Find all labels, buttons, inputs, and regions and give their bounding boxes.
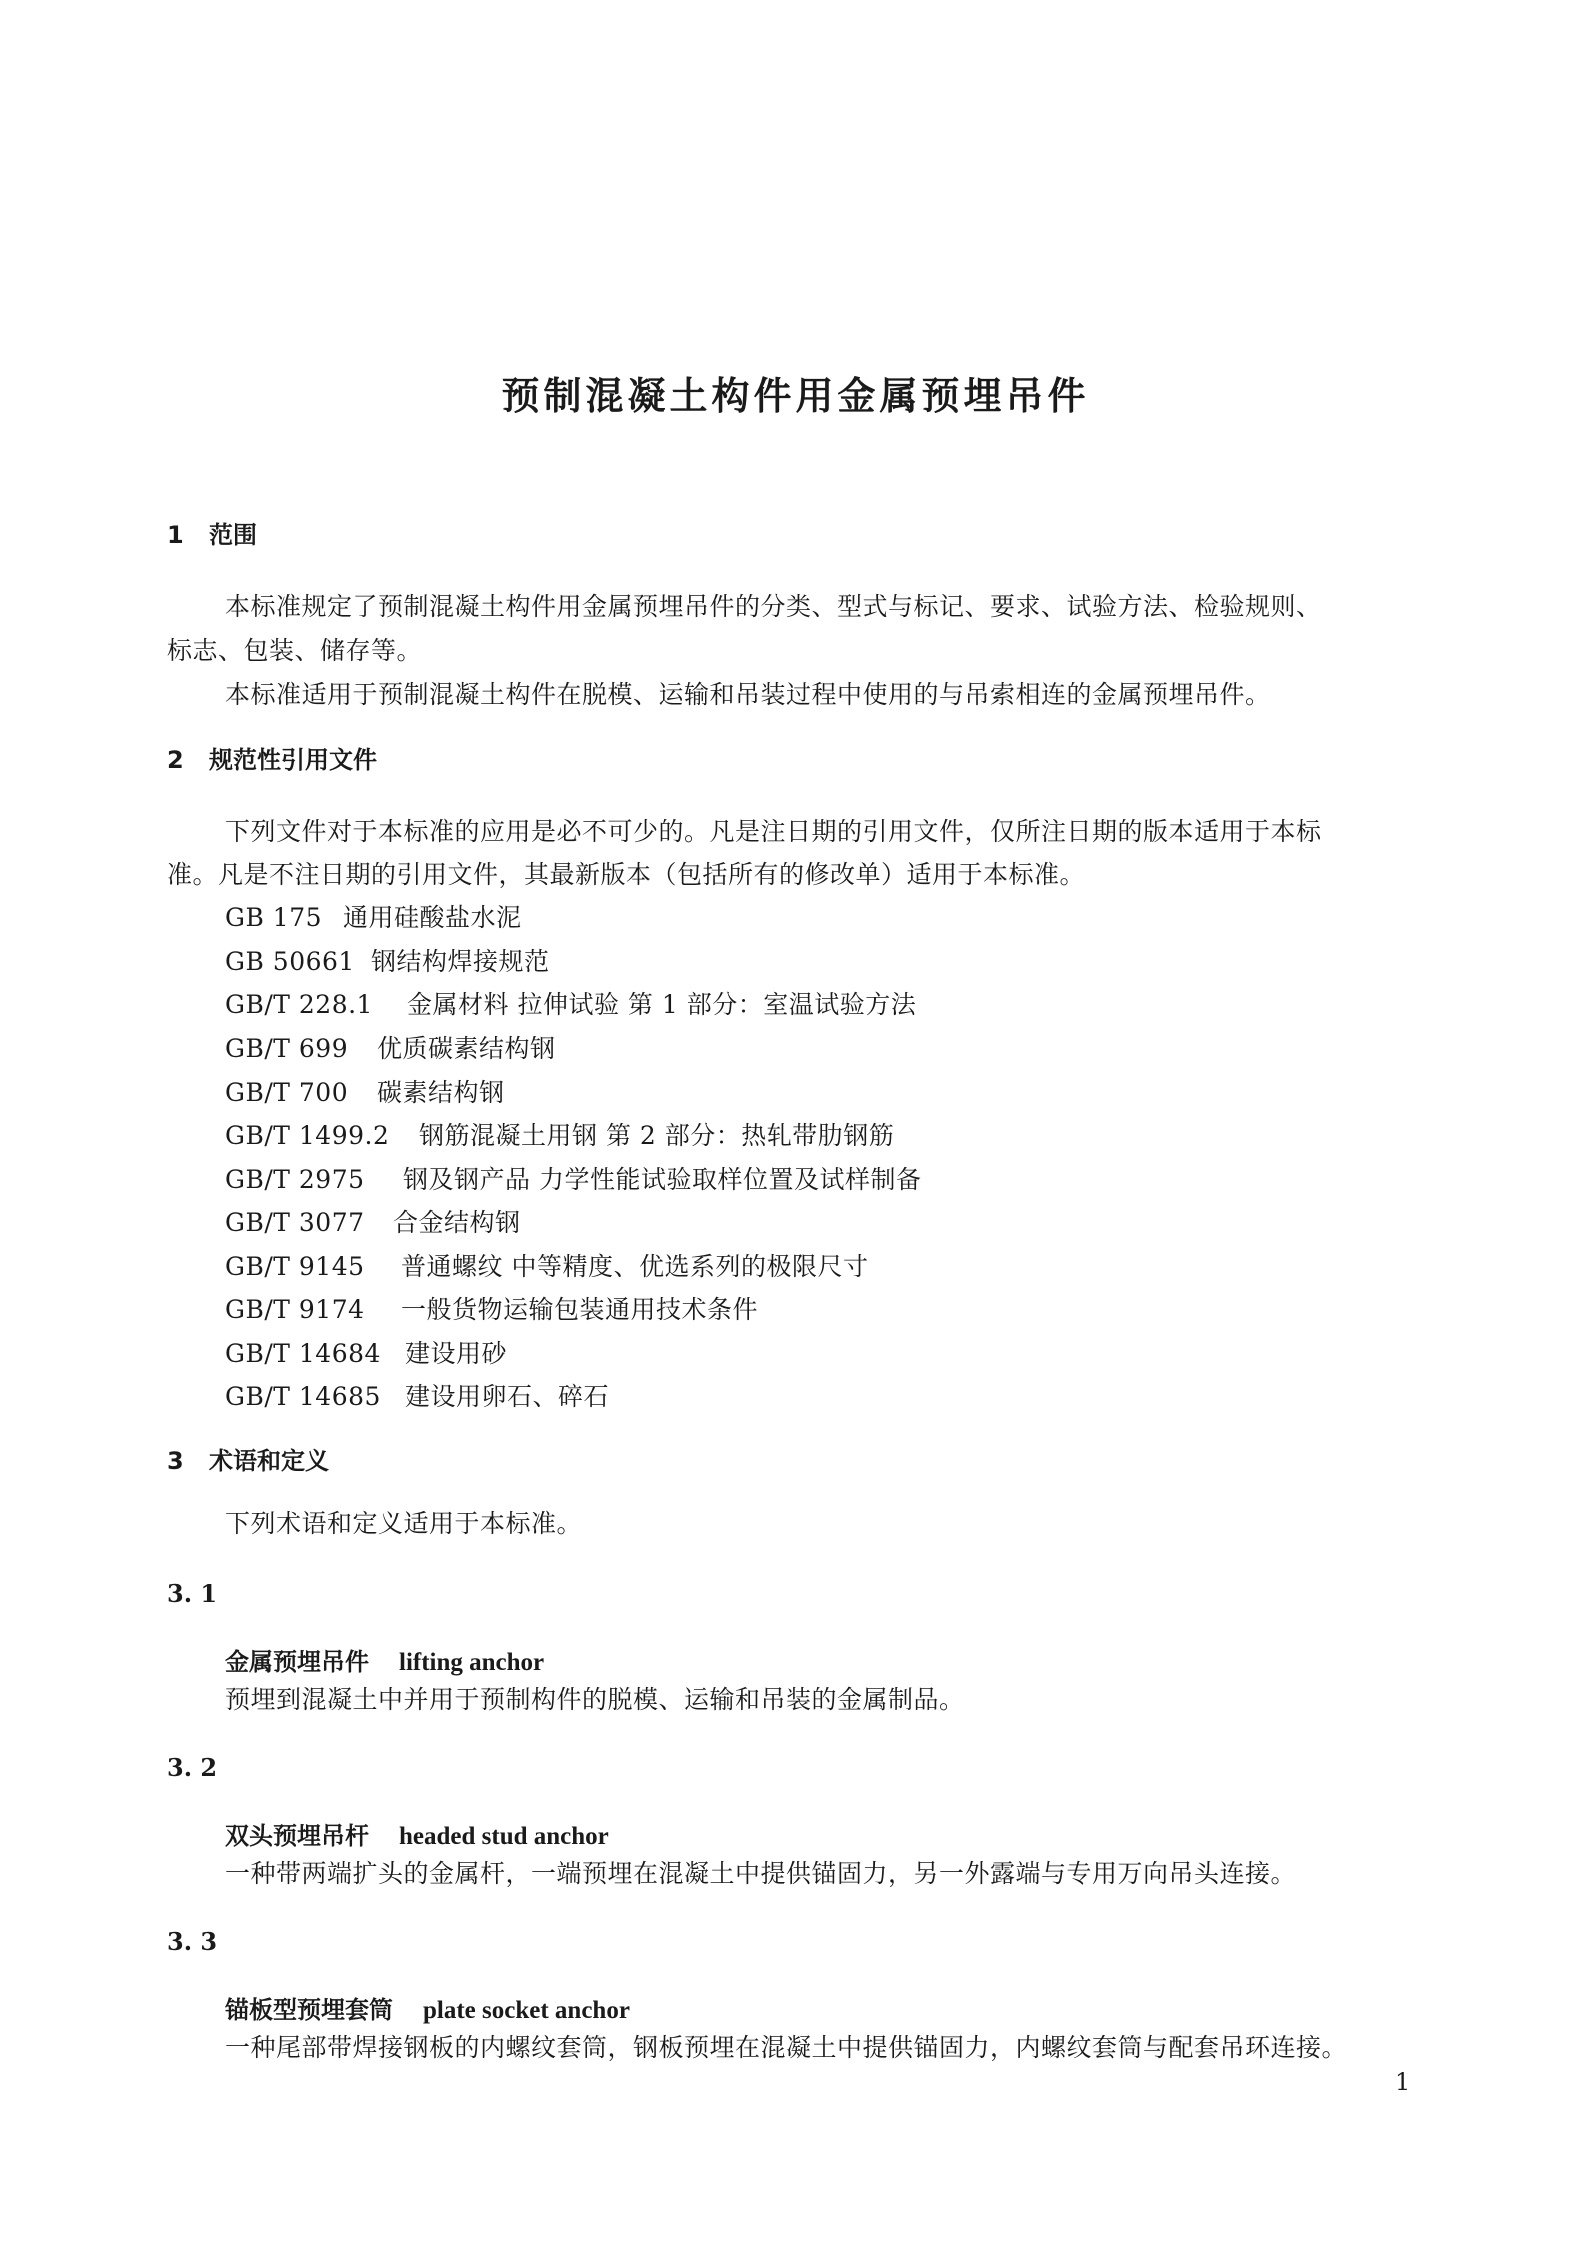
term-definition: 一种带两端扩头的金属杆，一端预埋在混凝土中提供锚固力，另一外露端与专用万向吊头连接。 (225, 1859, 1297, 1888)
reference-title: 优质碳素结构钢 (377, 1034, 556, 1063)
reference-title: 普通螺纹 中等精度、优选系列的极限尺寸 (401, 1252, 869, 1281)
reference-item (225, 1162, 921, 1198)
reference-item (225, 1075, 505, 1111)
reference-item (225, 944, 550, 980)
reference-item (225, 1379, 609, 1415)
reference-item (225, 1336, 507, 1372)
reference-item (225, 1205, 521, 1241)
term-heading (225, 1818, 609, 1855)
section-1-paragraph-2: 本标准适用于预制混凝土构件在脱模、运输和吊装过程中使用的与吊索相连的金属预埋吊件。 (225, 680, 1271, 709)
term-en: plate socket anchor (423, 1997, 630, 2024)
section-2-title: 规范性引用文件 (209, 746, 377, 774)
term-definition: 预埋到混凝土中并用于预制构件的脱模、运输和吊装的金属制品。 (225, 1685, 965, 1714)
section-3-intro: 下列术语和定义适用于本标准。 (225, 1509, 583, 1538)
term-definition: 一种尾部带焊接钢板的内螺纹套筒，钢板预埋在混凝土中提供锚固力，内螺纹套筒与配套吊环连接。 (225, 2033, 1348, 2062)
page-number: 1 (1395, 2068, 1411, 2096)
section-3-heading (167, 1443, 329, 1479)
reference-code: GB/T 9145 (225, 1252, 365, 1281)
section-2-intro-line-1: 下列文件对于本标准的应用是必不可少的。凡是注日期的引用文件，仅所注日期的版本适用于本标 (225, 817, 1322, 846)
reference-item (225, 1031, 556, 1067)
reference-title: 一般货物运输包装通用技术条件 (401, 1295, 759, 1324)
section-2-heading (167, 742, 377, 778)
term-zh: 双头预埋吊杆 (225, 1822, 369, 1850)
reference-title: 钢结构焊接规范 (371, 947, 550, 976)
reference-code: GB 50661 (225, 947, 355, 976)
reference-code: GB/T 699 (225, 1034, 349, 1063)
reference-code: GB 175 (225, 903, 323, 932)
section-1-title: 范围 (209, 521, 257, 549)
reference-item (225, 987, 916, 1023)
reference-code: GB/T 1499.2 (225, 1121, 390, 1150)
reference-code: GB/T 9174 (225, 1295, 365, 1324)
term-en: headed stud anchor (399, 1823, 609, 1850)
reference-title: 建设用卵石、碎石 (405, 1382, 610, 1411)
document-title: 预制混凝土构件用金属预埋吊件 (501, 374, 1090, 418)
reference-code: GB/T 2975 (225, 1165, 365, 1194)
section-2-intro-line-2: 准。凡是不注日期的引用文件，其最新版本（包括所有的修改单）适用于本标准。 (167, 860, 1086, 889)
reference-title: 合金结构钢 (393, 1208, 521, 1237)
reference-code: GB/T 3077 (225, 1208, 365, 1237)
reference-item (225, 1292, 758, 1328)
reference-item (225, 1249, 868, 1285)
reference-code: GB/T 14684 (225, 1339, 381, 1368)
term-number: 3. 2 (167, 1753, 218, 1782)
term-number: 3. 1 (167, 1579, 218, 1608)
reference-title: 建设用砂 (405, 1339, 508, 1368)
term-heading (225, 1992, 630, 2029)
reference-item (225, 900, 522, 936)
reference-code: GB/T 14685 (225, 1382, 381, 1411)
reference-title: 碳素结构钢 (377, 1078, 505, 1107)
reference-title: 钢及钢产品 力学性能试验取样位置及试样制备 (403, 1165, 922, 1194)
section-3-number: 3 (167, 1447, 184, 1475)
reference-title: 钢筋混凝土用钢 第 2 部分：热轧带肋钢筋 (419, 1121, 895, 1150)
reference-title: 金属材料 拉伸试验 第 1 部分：室温试验方法 (407, 990, 917, 1019)
term-en: lifting anchor (399, 1649, 545, 1676)
reference-item (225, 1118, 894, 1154)
section-3-title: 术语和定义 (209, 1447, 329, 1475)
term-zh: 金属预埋吊件 (225, 1648, 369, 1676)
term-zh: 锚板型预埋套筒 (225, 1996, 393, 2024)
term-number: 3. 3 (167, 1927, 218, 1956)
section-1-heading (167, 517, 257, 553)
reference-title: 通用硅酸盐水泥 (343, 903, 522, 932)
section-1-paragraph-line-1: 本标准规定了预制混凝土构件用金属预埋吊件的分类、型式与标记、要求、试验方法、检验规则、 (225, 592, 1322, 621)
section-1-number: 1 (167, 521, 184, 549)
section-1-paragraph-line-2: 标志、包装、储存等。 (167, 636, 423, 665)
section-2-number: 2 (167, 746, 184, 774)
term-heading (225, 1644, 544, 1681)
reference-code: GB/T 700 (225, 1078, 349, 1107)
reference-code: GB/T 228.1 (225, 990, 373, 1019)
